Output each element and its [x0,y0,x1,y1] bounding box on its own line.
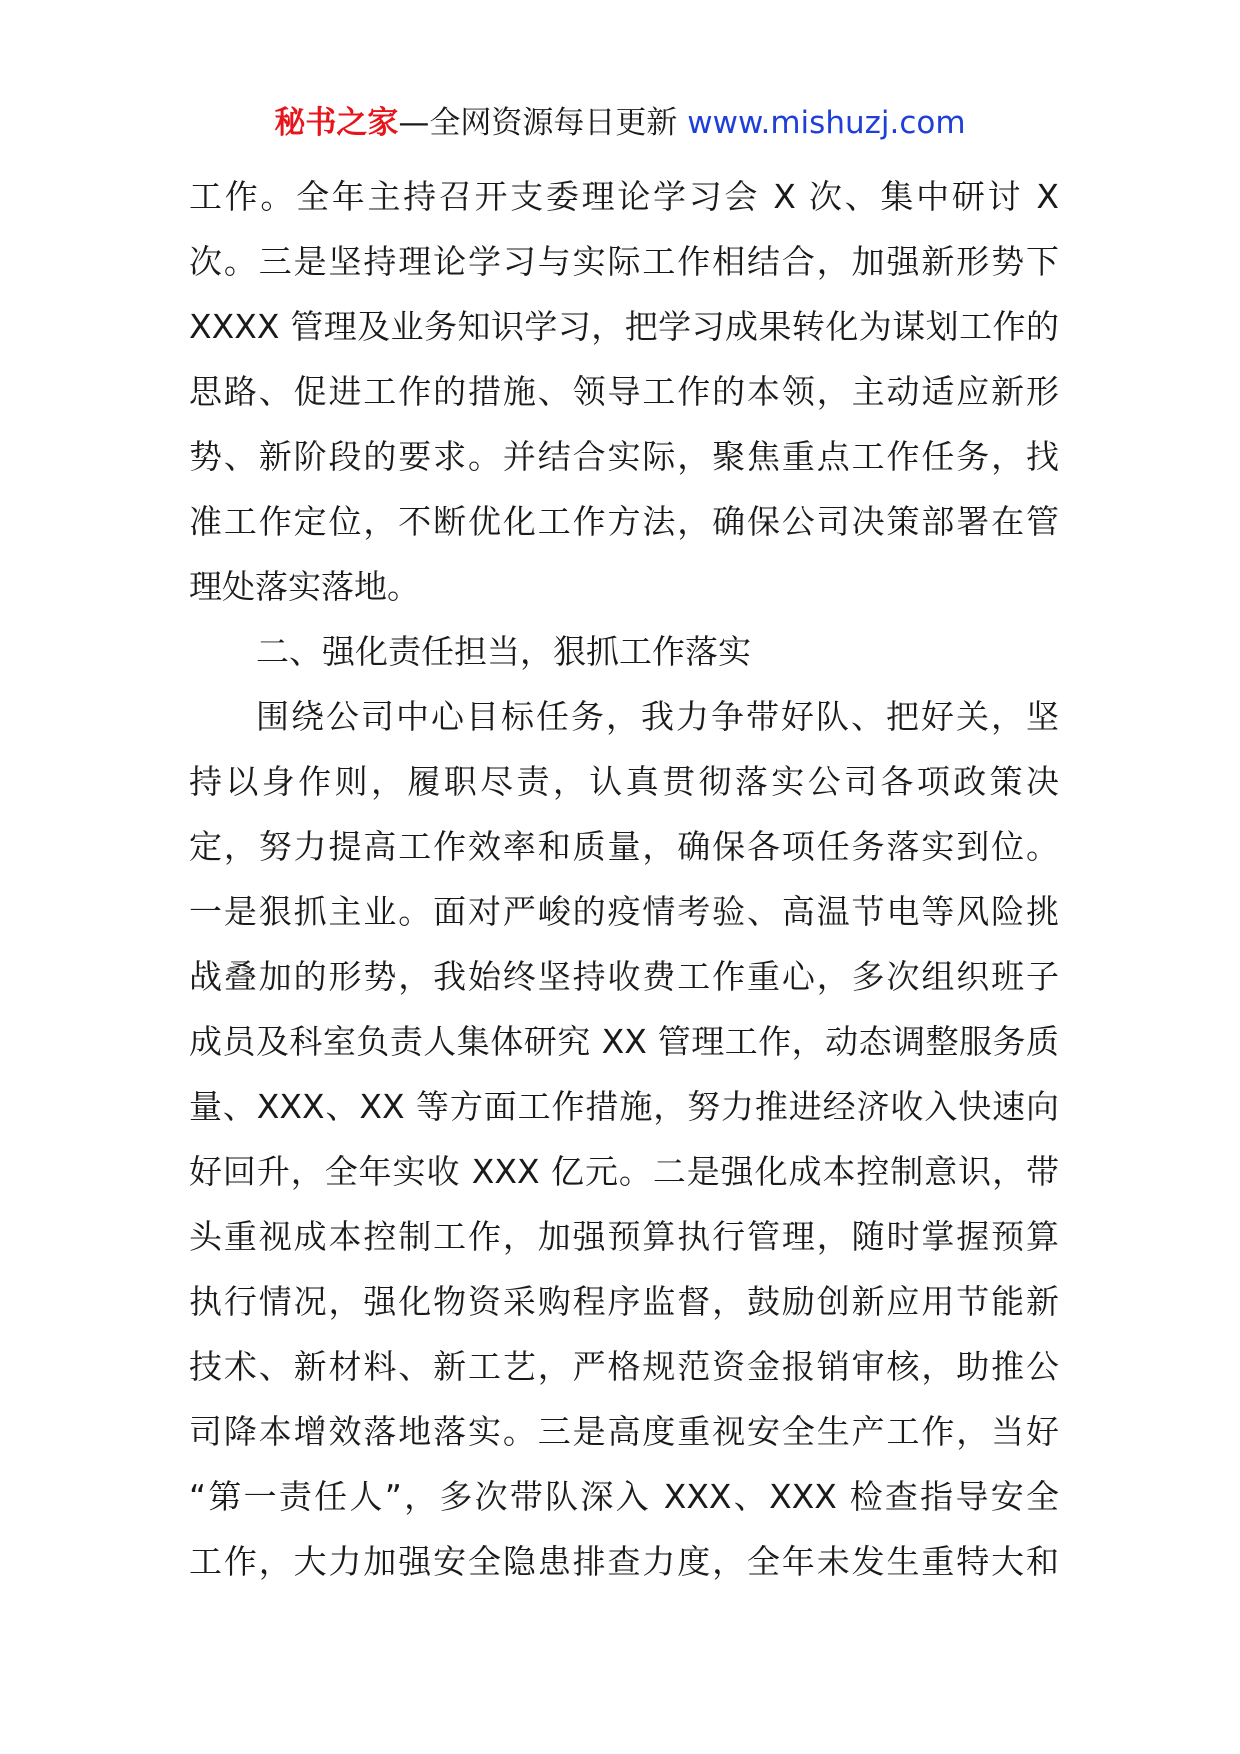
text-line: 理处落实落地。 [189,567,420,606]
text-line: 成员及科室负责人集体研究 XX 管理工作，动态调整服务质 [189,1022,1059,1061]
text-line: 工作。全年主持召开支委理论学习会 X 次、集中研讨 X [189,177,1059,216]
text-line: 司降本增效落地落实。三是高度重视安全生产工作，当好 [189,1412,1059,1451]
text-line: 战叠加的形势，我始终坚持收费工作重心，多次组织班子 [189,957,1059,996]
page-header [0,102,1240,144]
text-line: XXXX 管理及业务知识学习，把学习成果转化为谋划工作的 [189,307,1059,346]
text-line: 好回升，全年实收 XXX 亿元。二是强化成本控制意识，带 [189,1152,1059,1191]
header-tagline: —全网资源每日更新 [398,105,678,141]
text-line: 头重视成本控制工作，加强预算执行管理，随时掌握预算 [189,1217,1059,1256]
text-line: 技术、新材料、新工艺，严格规范资金报销审核，助推公 [189,1347,1059,1386]
text-line: 工作，大力加强安全隐患排查力度，全年未发生重特大和 [189,1542,1059,1581]
text-line: 围绕公司中心目标任务，我力争带好队、把好关，坚 [256,697,1059,736]
document-body [189,164,1059,1594]
text-line: 执行情况，强化物资采购程序监督，鼓励创新应用节能新 [189,1282,1059,1321]
site-brand: 秘书之家 [274,105,399,141]
text-line: 定，努力提高工作效率和质量，确保各项任务落实到位。 [189,827,1059,866]
section-heading: 二、强化责任担当，狠抓工作落实 [256,632,751,671]
text-line: 量、XXX、XX 等方面工作措施，努力推进经济收入快速向 [189,1087,1059,1126]
text-line: 势、新阶段的要求。并结合实际，聚焦重点工作任务，找 [189,437,1059,476]
site-url[interactable]: www.mishuzj.com [687,105,966,141]
text-line: 准工作定位，不断优化工作方法，确保公司决策部署在管 [189,502,1059,541]
text-line: 一是狠抓主业。面对严峻的疫情考验、高温节电等风险挑 [189,892,1059,931]
text-line: 思路、促进工作的措施、领导工作的本领，主动适应新形 [189,372,1059,411]
text-line: 持以身作则，履职尽责，认真贯彻落实公司各项政策决 [189,762,1059,801]
text-line: 次。三是坚持理论学习与实际工作相结合，加强新形势下 [189,242,1059,281]
text-line: “第一责任人”，多次带队深入 XXX、XXX 检查指导安全 [189,1477,1059,1516]
